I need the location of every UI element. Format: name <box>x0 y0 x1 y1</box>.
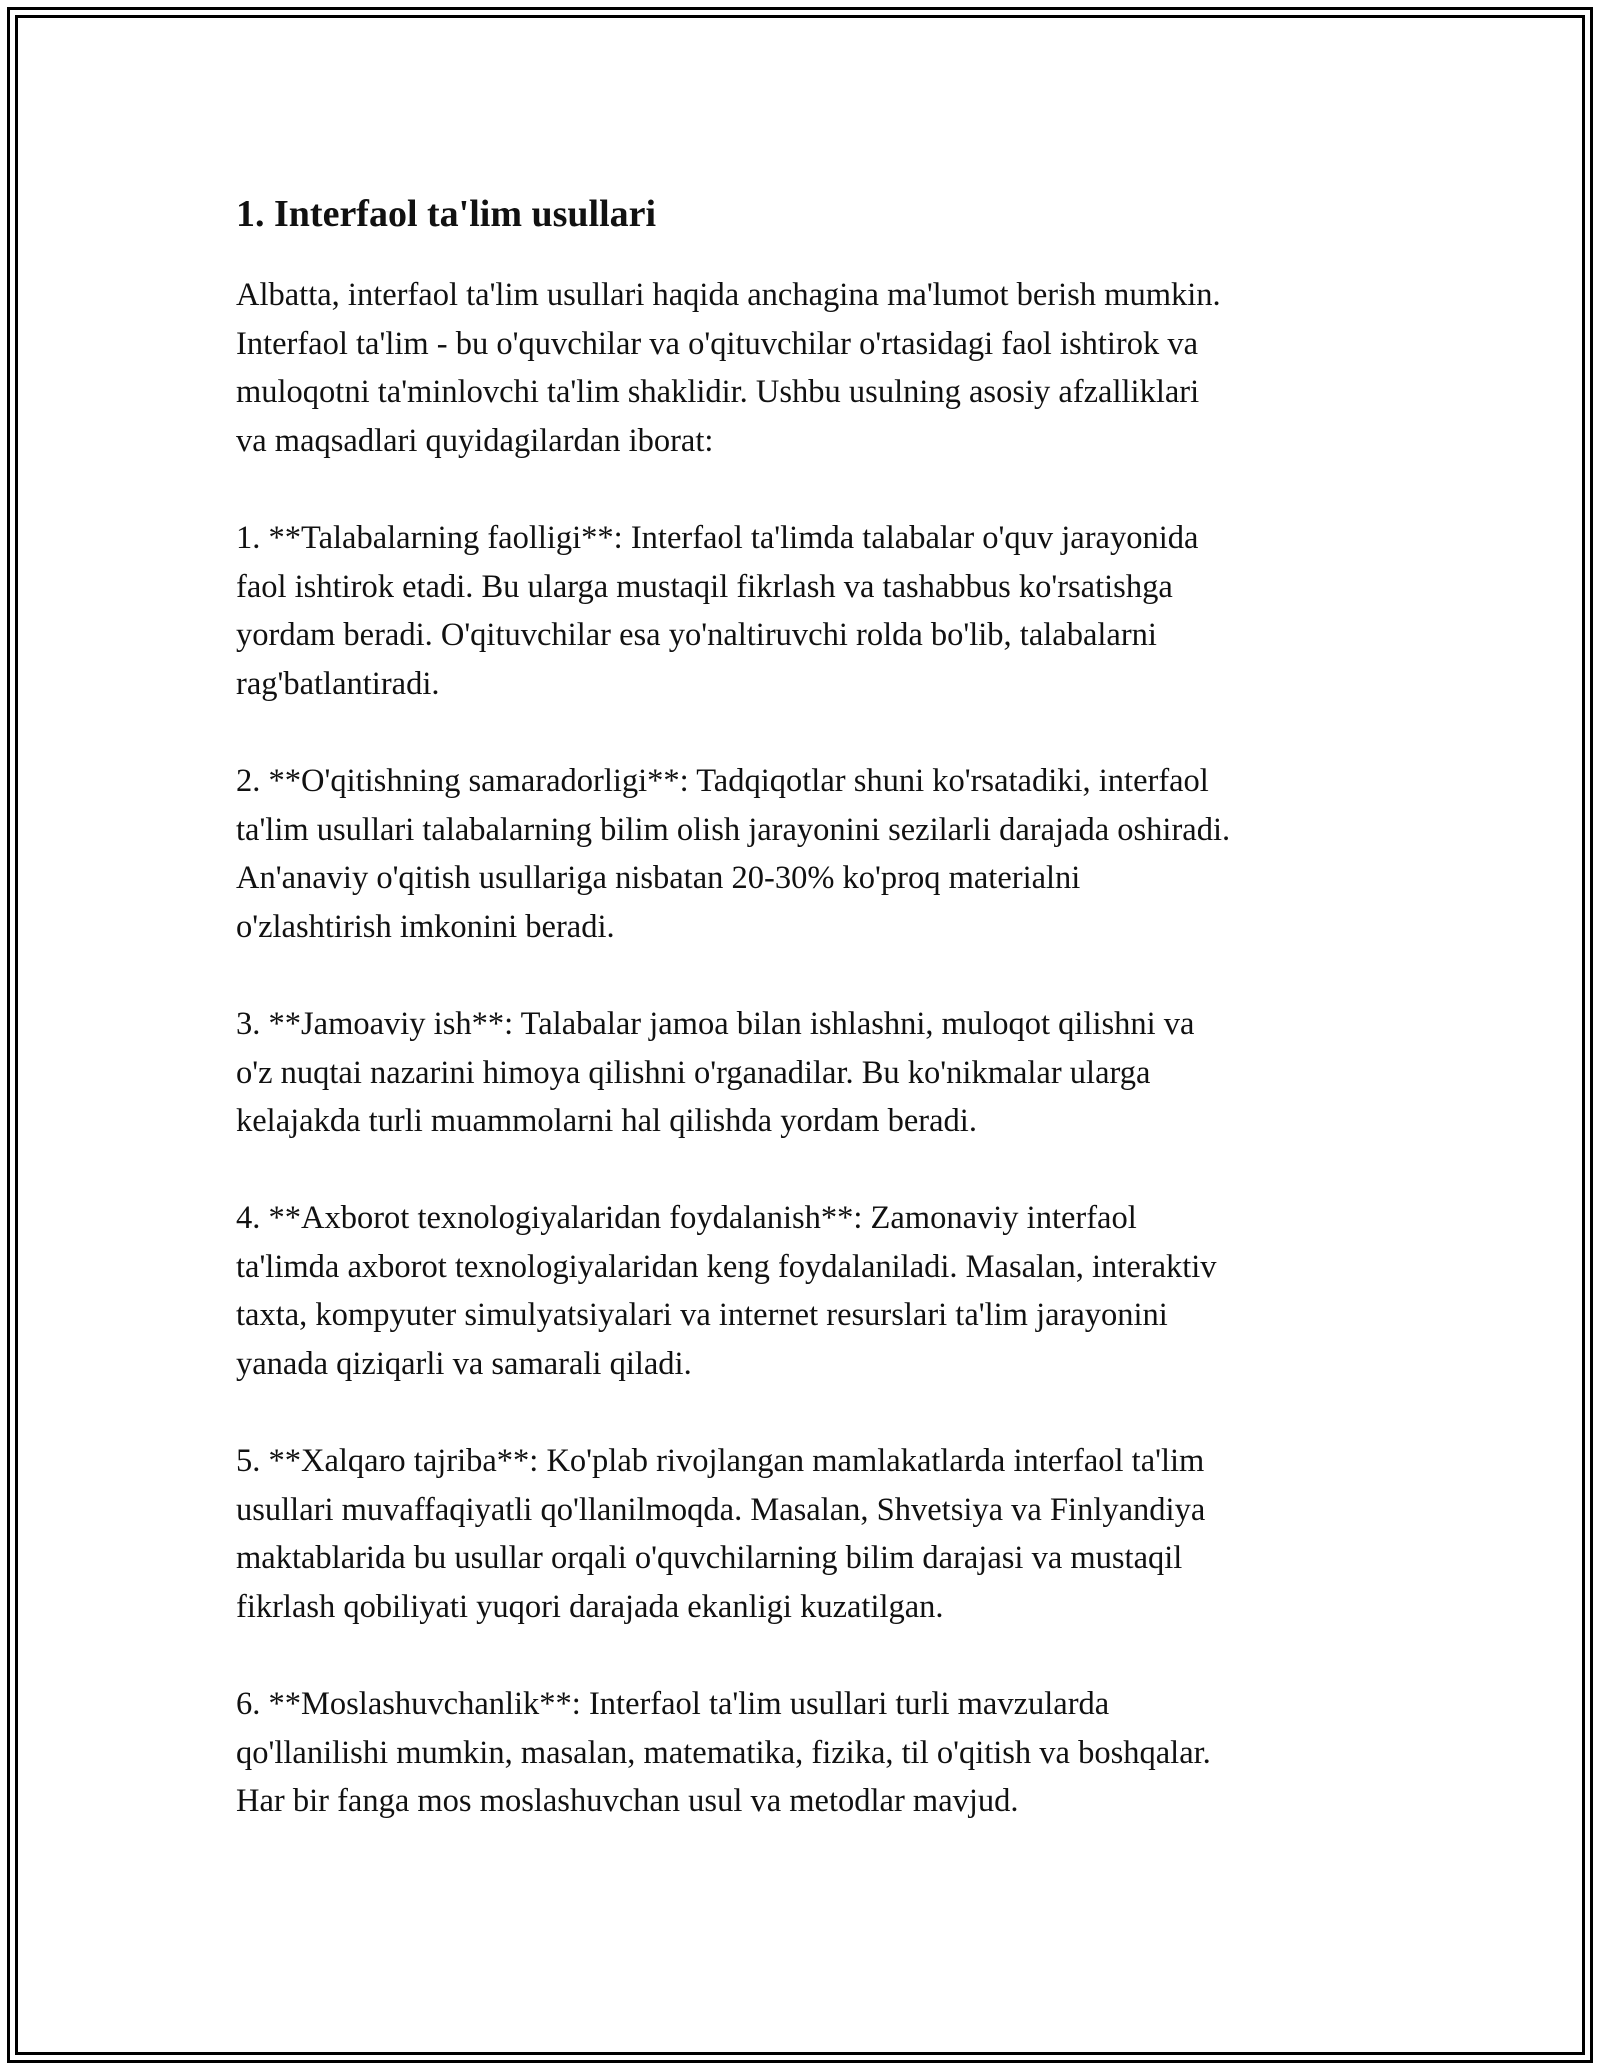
text-line: 2. **O'qitishning samaradorligi**: Tadqiqotlar shuni ko'rsatadiki, interfaol <box>236 762 1209 799</box>
document-heading: 1. Interfaol ta'lim usullari <box>236 193 657 235</box>
text-line: 5. **Xalqaro tajriba**: Ko'plab rivojlangan mamlakatlarda interfaol ta'lim <box>236 1443 1205 1480</box>
text-line: 1. **Talabalarning faolligi**: Interfaol ta'limda talabalar o'quv jarayonida <box>236 519 1199 556</box>
text-line: yanada qiziqarli va samarali qiladi. <box>236 1346 692 1383</box>
text-line: 3. **Jamoaviy ish**: Talabalar jamoa bilan ishlashni, muloqot qilishni va <box>236 1005 1195 1042</box>
paragraph <box>236 757 1376 951</box>
text-line: o'zlashtirish imkonini beradi. <box>236 908 615 945</box>
text-line: 6. **Moslashuvchanlik**: Interfaol ta'lim usullari turli mavzularda <box>236 1686 1110 1723</box>
text-line: yordam beradi. O'qituvchilar esa yo'naltiruvchi rolda bo'lib, talabalarni <box>236 617 1157 654</box>
paragraph <box>236 1194 1376 1388</box>
text-line: ta'limda axborot texnologiyalaridan keng foydalaniladi. Masalan, interaktiv <box>236 1248 1217 1285</box>
document-body <box>236 185 1376 1875</box>
text-line: fikrlash qobiliyati yuqori darajada ekanligi kuzatilgan. <box>236 1589 944 1626</box>
paragraph <box>236 1437 1376 1631</box>
text-line: qo'llanilishi mumkin, masalan, matematika, fizika, til o'qitish va boshqalar. <box>236 1734 1211 1771</box>
paragraph <box>236 514 1376 708</box>
text-line: va maqsadlari quyidagilardan iborat: <box>236 422 714 459</box>
text-line: Interfaol ta'lim - bu o'quvchilar va o'qituvchilar o'rtasidagi faol ishtirok va <box>236 325 1199 362</box>
paragraph-list <box>236 271 1376 1826</box>
text-line: kelajakda turli muammolarni hal qilishda yordam beradi. <box>236 1103 977 1140</box>
text-line: o'z nuqtai nazarini himoya qilishni o'rganadilar. Bu ko'nikmalar ularga <box>236 1054 1151 1091</box>
text-line: faol ishtirok etadi. Bu ularga mustaqil fikrlash va tashabbus ko'rsatishga <box>236 568 1173 605</box>
text-line: muloqotni ta'minlovchi ta'lim shaklidir. Ushbu usulning asosiy afzalliklari <box>236 374 1200 411</box>
text-line: 4. **Axborot texnologiyalaridan foydalanish**: Zamonaviy interfaol <box>236 1200 1137 1237</box>
paragraph <box>236 1000 1376 1146</box>
text-line: usullari muvaffaqiyatli qo'llanilmoqda. Masalan, Shvetsiya va Finlyandiya <box>236 1491 1206 1528</box>
text-line: taxta, kompyuter simulyatsiyalari va internet resurslari ta'lim jarayonini <box>236 1297 1168 1334</box>
text-line: maktablarida bu usullar orqali o'quvchilarning bilim darajasi va mustaqil <box>236 1540 1183 1577</box>
text-line: Har bir fanga mos moslashuvchan usul va metodlar mavjud. <box>236 1783 1019 1820</box>
text-line: ta'lim usullari talabalarning bilim olish jarayonini sezilarli darajada oshiradi. <box>236 811 1231 848</box>
text-line: Albatta, interfaol ta'lim usullari haqida anchagina ma'lumot berish mumkin. <box>236 277 1221 313</box>
text-line: An'anaviy o'qitish usullariga nisbatan 20-30% ko'proq materialni <box>236 860 1081 897</box>
text-line: rag'batlantiradi. <box>236 665 440 702</box>
paragraph <box>236 1680 1376 1826</box>
paragraph <box>236 271 1376 465</box>
